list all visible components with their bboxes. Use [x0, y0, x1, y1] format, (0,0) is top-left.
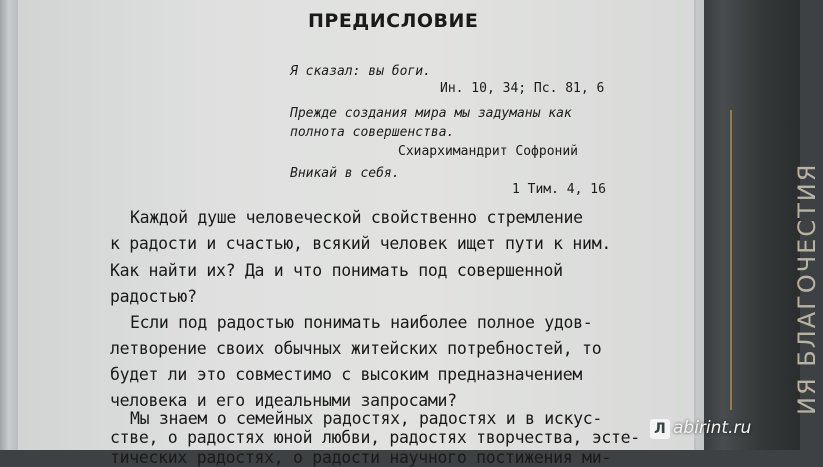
book-cover	[704, 0, 800, 450]
body-line: стве, о радостях юной любви, радостях творчества, эсте-	[110, 428, 640, 447]
body-line: будет ли это совместимо с высоким предназначением	[110, 365, 583, 384]
epigraph-3-text: Вникай в себя.	[290, 166, 400, 181]
watermark-text: abirint.ru	[673, 418, 752, 438]
epigraph-2-line-2: полнота совершенства.	[290, 125, 455, 140]
epigraph-1-source: Ин. 10, 34; Пс. 81, 6	[440, 81, 605, 96]
body-line: тических радостях, о радости научного постижения ми-	[110, 448, 611, 467]
epigraph-1-text: Я сказал: вы боги.	[290, 64, 431, 79]
body-line: радостью?	[110, 287, 197, 306]
epigraph-2-source: Схиархимандрит Софроний	[398, 144, 579, 159]
body-line: летворение своих обычных житейских потребностей, то	[110, 339, 602, 358]
cover-gold-rule	[730, 110, 732, 410]
body-line: человека и его идеальными запросами?	[110, 391, 457, 410]
watermark	[650, 418, 751, 439]
body-line: к радости и счастью, всякий человек ищет пути к ним.	[110, 234, 611, 253]
body-line: Каждой душе человеческой свойственно стремление	[130, 208, 583, 227]
spine-title: ИЯ БЛАГОЧЕСТИЯ	[793, 162, 821, 415]
body-line: Мы знаем о семейных радостях, радостях и в искус-	[130, 409, 603, 428]
body-line: Как найти их? Да и что понимать под совершенной	[110, 261, 563, 280]
epigraph-3-source: 1 Тим. 4, 16	[512, 182, 606, 197]
watermark-logo-icon: Л	[650, 419, 670, 439]
book-page	[18, 0, 696, 467]
epigraph-2-line-1: Прежде создания мира мы задуманы как	[290, 106, 572, 121]
body-line: Если под радостью понимать наиболее полное удов-	[130, 313, 593, 332]
chapter-heading: ПРЕДИСЛОВИЕ	[308, 10, 479, 32]
